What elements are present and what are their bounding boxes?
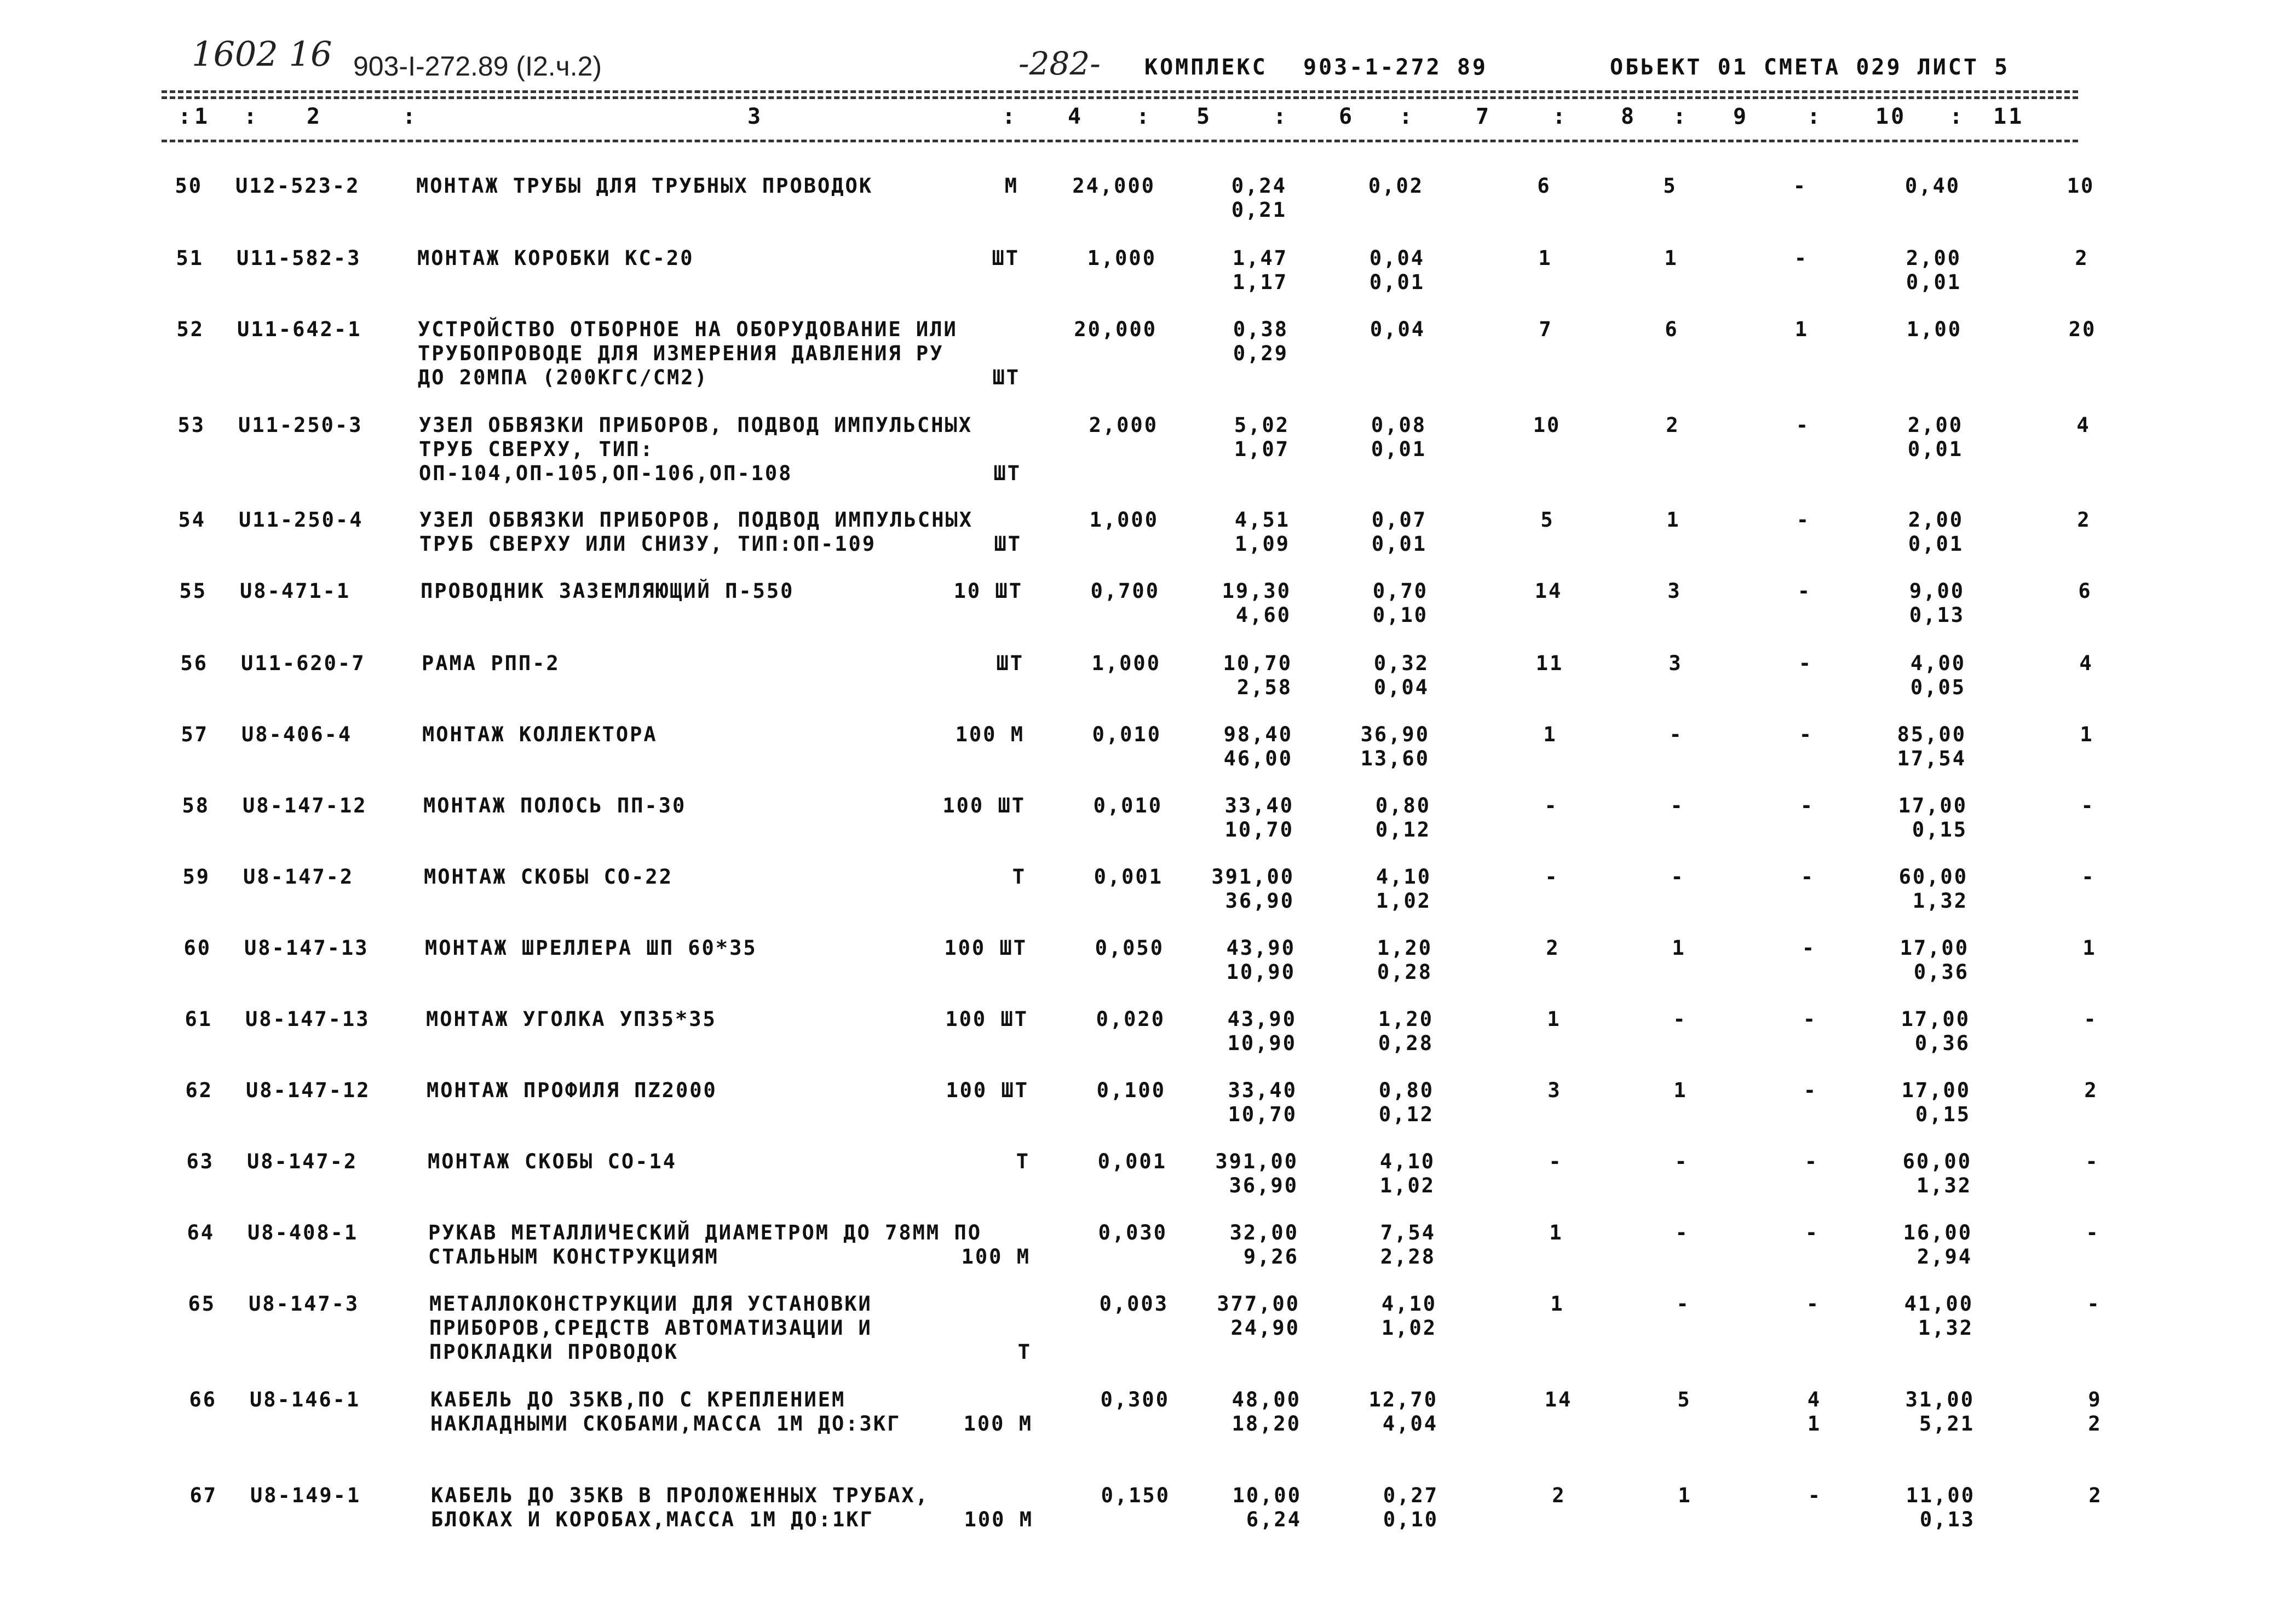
row-col11: - — [2085, 1150, 2099, 1173]
row-col8: - — [1673, 1007, 1687, 1031]
row-col10: 17,00 0,15 — [1901, 1079, 1971, 1126]
row-unit: 100 ШТ — [942, 794, 1026, 817]
row-col10: 17,00 0,15 — [1898, 794, 1967, 841]
row-col10: 85,00 17,54 — [1897, 723, 1966, 770]
row-unit: Т — [1012, 865, 1026, 889]
row-description: МОНТАЖ ТРУБЫ ДЛЯ ТРУБНЫХ ПРОВОДОК — [416, 174, 873, 198]
column-separator: : — [402, 104, 418, 129]
row-number: 63 — [186, 1150, 214, 1173]
row-description: УСТРОЙСТВО ОТБОРНОЕ НА ОБОРУДОВАНИЕ ИЛИ ТРУБОПРОВОДЕ ДЛЯ ИЗМЕРЕНИЯ ДАВЛЕНИЯ РУ ДО 20МПА (200КГС/СМ2) — [418, 318, 958, 389]
header-divider-top — [162, 90, 2078, 93]
row-col9: - — [1797, 579, 1811, 603]
row-col11: 4 — [2076, 413, 2091, 437]
row-col5: 98,40 46,00 — [1223, 723, 1293, 770]
row-quantity: 1,000 — [1087, 246, 1156, 270]
row-description: МОНТАЖ КОЛЛЕКТОРА — [422, 723, 658, 746]
column-separator: : — [1273, 104, 1289, 129]
row-col9: - — [1800, 794, 1814, 817]
row-description: МОНТАЖ УГОЛКА УП35*35 — [426, 1007, 717, 1031]
row-col8: 1 — [1672, 936, 1686, 960]
row-number: 59 — [182, 865, 210, 889]
row-col9: 1 — [1794, 318, 1809, 341]
row-quantity: 1,000 — [1091, 651, 1161, 675]
row-col9: - — [1800, 865, 1815, 889]
row-col10: 16,00 2,94 — [1903, 1221, 1972, 1268]
row-col11: 2 — [2075, 246, 2089, 270]
row-code: U8-147-12 — [243, 794, 367, 817]
row-col9: - — [1799, 723, 1813, 746]
row-col5: 33,40 10,70 — [1224, 794, 1294, 841]
row-col6: 0,02 — [1368, 174, 1424, 198]
row-col8: - — [1671, 865, 1685, 889]
row-col8: 6 — [1665, 318, 1679, 341]
doc-code: 903-I-272.89 (I2.ч.2) — [353, 51, 602, 82]
column-separator: : — [1399, 104, 1415, 129]
row-col5: 4,51 1,09 — [1234, 508, 1290, 556]
column-header-5: 5 — [1196, 104, 1212, 129]
column-header-10: 10 — [1875, 104, 1907, 129]
row-col6: 0,32 0,04 — [1373, 651, 1429, 699]
row-col5: 391,00 36,90 — [1211, 865, 1294, 913]
row-col7: - — [1545, 865, 1559, 889]
row-quantity: 0,001 — [1097, 1150, 1167, 1173]
column-header-7: 7 — [1476, 104, 1492, 129]
row-quantity: 0,700 — [1090, 579, 1160, 603]
row-col8: 5 — [1663, 174, 1677, 198]
row-quantity: 2,000 — [1089, 413, 1158, 437]
row-col9: - — [1798, 651, 1812, 675]
row-unit: ШТ — [992, 366, 1020, 389]
row-col7: - — [1549, 1150, 1563, 1173]
row-description: РУКАВ МЕТАЛЛИЧЕСКИЙ ДИАМЕТРОМ ДО 78ММ ПО СТАЛЬНЫМ КОНСТРУКЦИЯМ — [428, 1221, 982, 1268]
row-col8: 1 — [1678, 1484, 1692, 1507]
row-description: МЕТАЛЛОКОНСТРУКЦИИ ДЛЯ УСТАНОВКИ ПРИБОРОВ,СРЕДСТВ АВТОМАТИЗАЦИИ И ПРОКЛАДКИ ПРОВОДОК — [429, 1292, 872, 1364]
row-col10: 2,00 0,01 — [1908, 508, 1964, 556]
row-col7: 14 — [1534, 579, 1563, 603]
row-col5: 10,70 2,58 — [1223, 651, 1292, 699]
column-header-8: 8 — [1621, 104, 1637, 129]
row-unit: 10 ШТ — [953, 579, 1023, 603]
row-col5: 5,02 1,07 — [1234, 413, 1290, 461]
row-col5: 19,30 4,60 — [1222, 579, 1291, 627]
row-quantity: 0,003 — [1099, 1292, 1169, 1316]
row-quantity: 0,150 — [1101, 1484, 1170, 1507]
row-code: U8-147-12 — [246, 1079, 371, 1102]
row-col5: 377,00 24,90 — [1217, 1292, 1300, 1340]
row-col8: - — [1669, 723, 1683, 746]
row-number: 56 — [180, 651, 208, 675]
row-col5: 391,00 36,90 — [1215, 1150, 1298, 1197]
row-col8: 1 — [1666, 508, 1681, 532]
row-code: U11-582-3 — [237, 246, 361, 270]
header-divider-top-2 — [162, 96, 2078, 99]
row-number: 51 — [176, 246, 204, 270]
row-code: U8-147-13 — [245, 1007, 370, 1031]
row-code: U8-147-13 — [244, 936, 369, 960]
row-col5: 32,00 9,26 — [1229, 1221, 1299, 1268]
row-col7: 5 — [1540, 508, 1555, 532]
row-col7: 1 — [1543, 723, 1557, 746]
column-header-6: 6 — [1339, 104, 1355, 129]
row-quantity: 0,100 — [1096, 1079, 1166, 1102]
row-col10: 60,00 1,32 — [1898, 865, 1968, 913]
row-unit: 100 ШТ — [944, 936, 1027, 960]
row-col6: 0,08 0,01 — [1371, 413, 1426, 461]
row-code: U8-147-3 — [249, 1292, 360, 1316]
row-col9: - — [1796, 508, 1810, 532]
row-description: ПРОВОДНИК ЗАЗЕМЛЯЮЩИЙ П-550 — [421, 579, 795, 603]
row-col8: - — [1675, 1221, 1689, 1244]
row-col7: 1 — [1549, 1221, 1563, 1244]
row-col11: - — [2081, 865, 2096, 889]
row-col11: - — [2084, 1007, 2098, 1031]
object-info: ОБЬЕКТ 01 СМЕТА 029 ЛИСТ 5 — [1610, 55, 2010, 80]
row-col10: 1,00 — [1906, 318, 1962, 341]
row-col10: 2,00 0,01 — [1907, 413, 1963, 461]
row-col6: 0,70 0,10 — [1372, 579, 1428, 627]
column-header-11: 11 — [1993, 104, 2024, 129]
row-col9: - — [1794, 246, 1808, 270]
row-quantity: 0,010 — [1093, 794, 1163, 817]
row-unit: М — [1004, 174, 1018, 198]
row-col5: 0,24 0,21 — [1231, 174, 1287, 222]
row-number: 64 — [187, 1221, 215, 1244]
row-quantity: 0,050 — [1095, 936, 1164, 960]
row-col11: - — [2081, 794, 2095, 817]
row-col9: - — [1806, 1292, 1820, 1316]
page-number: -282- — [1018, 45, 1101, 82]
row-col11: - — [2087, 1292, 2101, 1316]
row-col7: 1 — [1547, 1007, 1561, 1031]
row-unit: ШТ — [994, 532, 1022, 556]
row-description: КАБЕЛЬ ДО 35КВ,ПО С КРЕПЛЕНИЕМ НАКЛАДНЫМИ СКОБАМИ,МАССА 1М ДО:3КГ — [430, 1388, 901, 1435]
row-quantity: 20,000 — [1074, 318, 1157, 341]
row-col5: 33,40 10,70 — [1228, 1079, 1297, 1126]
row-col10: 9,00 0,13 — [1909, 579, 1965, 627]
row-col10: 4,00 0,05 — [1910, 651, 1966, 699]
row-unit: Т — [1016, 1150, 1030, 1173]
row-description: МОНТАЖ СКОБЫ СО-14 — [428, 1150, 677, 1173]
row-col11: 2 — [2077, 508, 2091, 532]
row-col7: - — [1544, 794, 1558, 817]
row-unit: 100 М — [964, 1508, 1033, 1531]
row-col7: 3 — [1547, 1079, 1562, 1102]
row-col7: 10 — [1533, 413, 1561, 437]
row-code: U8-149-1 — [250, 1484, 361, 1507]
row-unit: 100 М — [955, 723, 1025, 746]
row-code: U8-471-1 — [240, 579, 351, 603]
row-col5: 43,90 10,90 — [1226, 936, 1296, 984]
row-col8: - — [1670, 794, 1684, 817]
row-unit: ШТ — [996, 651, 1024, 675]
row-col6: 4,10 1,02 — [1381, 1292, 1437, 1340]
row-number: 62 — [185, 1079, 213, 1102]
column-header-2: 2 — [307, 104, 323, 129]
column-separator: : — [1949, 104, 1965, 129]
row-unit: 100 ШТ — [946, 1079, 1029, 1102]
row-number: 54 — [178, 508, 206, 532]
row-number: 52 — [176, 318, 204, 341]
row-quantity: 0,010 — [1092, 723, 1161, 746]
row-unit: 100 ШТ — [945, 1007, 1028, 1031]
handwritten-number: 1602 16 — [192, 34, 332, 74]
row-col7: 14 — [1544, 1388, 1573, 1411]
row-description: УЗЕЛ ОБВЯЗКИ ПРИБОРОВ, ПОДВОД ИМПУЛЬСНЫХ ТРУБ СВЕРХУ ИЛИ СНИЗУ, ТИП:ОП-109 — [419, 508, 974, 556]
row-col10: 60,00 1,32 — [1902, 1150, 1972, 1197]
row-quantity: 0,030 — [1098, 1221, 1167, 1244]
row-col8: 3 — [1668, 651, 1683, 675]
row-col9: - — [1803, 1007, 1817, 1031]
row-col9: - — [1803, 1079, 1817, 1102]
row-col11: 1 — [2082, 936, 2097, 960]
row-col7: 1 — [1550, 1292, 1564, 1316]
row-col10: 0,40 — [1904, 174, 1960, 198]
column-separator: : — [1002, 104, 1018, 129]
row-description: МОНТАЖ ПРОФИЛЯ ПZ2000 — [427, 1079, 717, 1102]
row-col6: 12,70 4,04 — [1368, 1388, 1438, 1435]
row-unit: ШТ — [992, 246, 1020, 270]
row-col11: 2 — [2088, 1484, 2103, 1507]
row-quantity: 24,000 — [1072, 174, 1155, 198]
row-description: КАБЕЛЬ ДО 35КВ В ПРОЛОЖЕННЫХ ТРУБАХ, БЛОКАХ И КОРОБАХ,МАССА 1М ДО:1КГ — [431, 1484, 929, 1531]
row-col7: 1 — [1538, 246, 1552, 270]
row-col6: 36,90 13,60 — [1360, 723, 1430, 770]
row-col8: - — [1676, 1292, 1690, 1316]
row-col11: 2 — [2084, 1079, 2098, 1102]
row-description: МОНТАЖ КОРОБКИ КС-20 — [417, 246, 694, 270]
row-description: МОНТАЖ СКОБЫ СО-22 — [424, 865, 673, 889]
row-number: 55 — [179, 579, 207, 603]
row-col6: 4,10 1,02 — [1379, 1150, 1435, 1197]
column-separator: : — [1136, 104, 1152, 129]
column-header-9: 9 — [1733, 104, 1749, 129]
row-col6: 0,80 0,12 — [1375, 794, 1431, 841]
row-col9: - — [1796, 413, 1810, 437]
row-col6: 0,04 0,01 — [1369, 246, 1425, 294]
row-quantity: 1,000 — [1089, 508, 1159, 532]
column-separator: : — [1552, 104, 1568, 129]
row-col11: 6 — [2078, 579, 2092, 603]
row-col9: - — [1802, 936, 1816, 960]
row-code: U11-250-4 — [239, 508, 364, 532]
header-divider-bottom — [162, 140, 2078, 142]
column-header-3: 3 — [747, 104, 763, 129]
row-col11: 9 2 — [2088, 1388, 2102, 1435]
row-number: 53 — [177, 413, 205, 437]
row-quantity: 0,020 — [1096, 1007, 1165, 1031]
row-unit: Т — [1017, 1340, 1032, 1364]
row-col9: - — [1808, 1484, 1822, 1507]
row-number: 66 — [189, 1388, 217, 1411]
row-code: U8-147-2 — [243, 865, 354, 889]
row-col9: 4 1 — [1807, 1388, 1821, 1435]
row-col6: 1,20 0,28 — [1378, 1007, 1434, 1055]
row-quantity: 0,001 — [1094, 865, 1163, 889]
row-col11: 4 — [2079, 651, 2093, 675]
row-col10: 17,00 0,36 — [1901, 1007, 1970, 1055]
column-header-4: 4 — [1068, 104, 1084, 129]
row-col7: 6 — [1537, 174, 1551, 198]
row-number: 58 — [182, 794, 210, 817]
complex-code: 903-1-272 89 — [1303, 55, 1488, 80]
row-col11: 20 — [2068, 318, 2097, 341]
row-col9: - — [1793, 174, 1807, 198]
row-description: МОНТАЖ ПОЛОСЬ ПП-30 — [423, 794, 687, 817]
row-col10: 31,00 5,21 — [1905, 1388, 1975, 1435]
row-col8: 3 — [1667, 579, 1682, 603]
row-col11: 1 — [2080, 723, 2094, 746]
row-col10: 17,00 0,36 — [1900, 936, 1969, 984]
row-code: U11-642-1 — [237, 318, 362, 341]
row-col6: 1,20 0,28 — [1377, 936, 1432, 984]
row-col10: 41,00 1,32 — [1904, 1292, 1973, 1340]
row-col5: 1,47 1,17 — [1232, 246, 1288, 294]
row-col9: - — [1804, 1150, 1819, 1173]
row-col6: 4,10 1,02 — [1376, 865, 1431, 913]
row-col6: 0,80 0,12 — [1378, 1079, 1434, 1126]
row-quantity: 0,300 — [1100, 1388, 1170, 1411]
row-description: МОНТАЖ ШРЕЛЛЕРА ШП 60*35 — [425, 936, 757, 960]
column-separator: : — [1673, 104, 1689, 129]
row-col10: 11,00 0,13 — [1906, 1484, 1975, 1531]
row-number: 61 — [185, 1007, 212, 1031]
row-unit: ШТ — [993, 462, 1021, 485]
row-col11: - — [2086, 1221, 2100, 1244]
row-col7: 11 — [1535, 651, 1564, 675]
row-col7: 7 — [1539, 318, 1553, 341]
row-unit: 100 М — [961, 1245, 1031, 1268]
row-col6: 0,04 — [1369, 318, 1425, 341]
row-number: 67 — [189, 1484, 217, 1507]
row-number: 60 — [183, 936, 211, 960]
row-col5: 48,00 18,20 — [1232, 1388, 1301, 1435]
complex-label: КОМПЛЕКС — [1144, 55, 1268, 80]
row-col5: 0,38 0,29 — [1233, 318, 1288, 365]
row-col8: - — [1674, 1150, 1689, 1173]
row-col8: 1 — [1673, 1079, 1688, 1102]
row-col6: 7,54 2,28 — [1380, 1221, 1436, 1268]
column-separator: : — [244, 104, 260, 129]
row-number: 65 — [188, 1292, 216, 1316]
row-col5: 43,90 10,90 — [1227, 1007, 1297, 1055]
row-code: U11-250-3 — [238, 413, 363, 437]
row-col10: 2,00 0,01 — [1906, 246, 1961, 294]
row-col8: 1 — [1664, 246, 1678, 270]
column-separator: : — [178, 104, 194, 129]
row-code: U12-523-2 — [235, 174, 360, 198]
row-col7: 2 — [1546, 936, 1560, 960]
row-code: U8-146-1 — [250, 1388, 361, 1411]
column-separator: : — [1807, 104, 1823, 129]
row-col8: 2 — [1666, 413, 1680, 437]
row-col6: 0,07 0,01 — [1371, 508, 1427, 556]
row-description: РАМА РПП-2 — [422, 651, 560, 675]
column-header-1: 1 — [194, 104, 210, 129]
row-description: УЗЕЛ ОБВЯЗКИ ПРИБОРОВ, ПОДВОД ИМПУЛЬСНЫХ ТРУБ СВЕРХУ, ТИП: ОП-104,ОП-105,ОП-106,ОП-108 — [419, 413, 973, 485]
row-unit: 100 М — [963, 1412, 1033, 1435]
row-code: U8-147-2 — [247, 1150, 358, 1173]
row-code: U11-620-7 — [241, 651, 366, 675]
row-code: U8-406-4 — [241, 723, 353, 746]
row-col5: 10,00 6,24 — [1232, 1484, 1302, 1531]
row-col8: 5 — [1677, 1388, 1691, 1411]
row-col11: 10 — [2067, 174, 2095, 198]
row-code: U8-408-1 — [248, 1221, 359, 1244]
row-col6: 0,27 0,10 — [1383, 1484, 1438, 1531]
row-number: 57 — [181, 723, 209, 746]
row-col7: 2 — [1552, 1484, 1566, 1507]
row-col9: - — [1805, 1221, 1819, 1244]
row-number: 50 — [175, 174, 203, 198]
